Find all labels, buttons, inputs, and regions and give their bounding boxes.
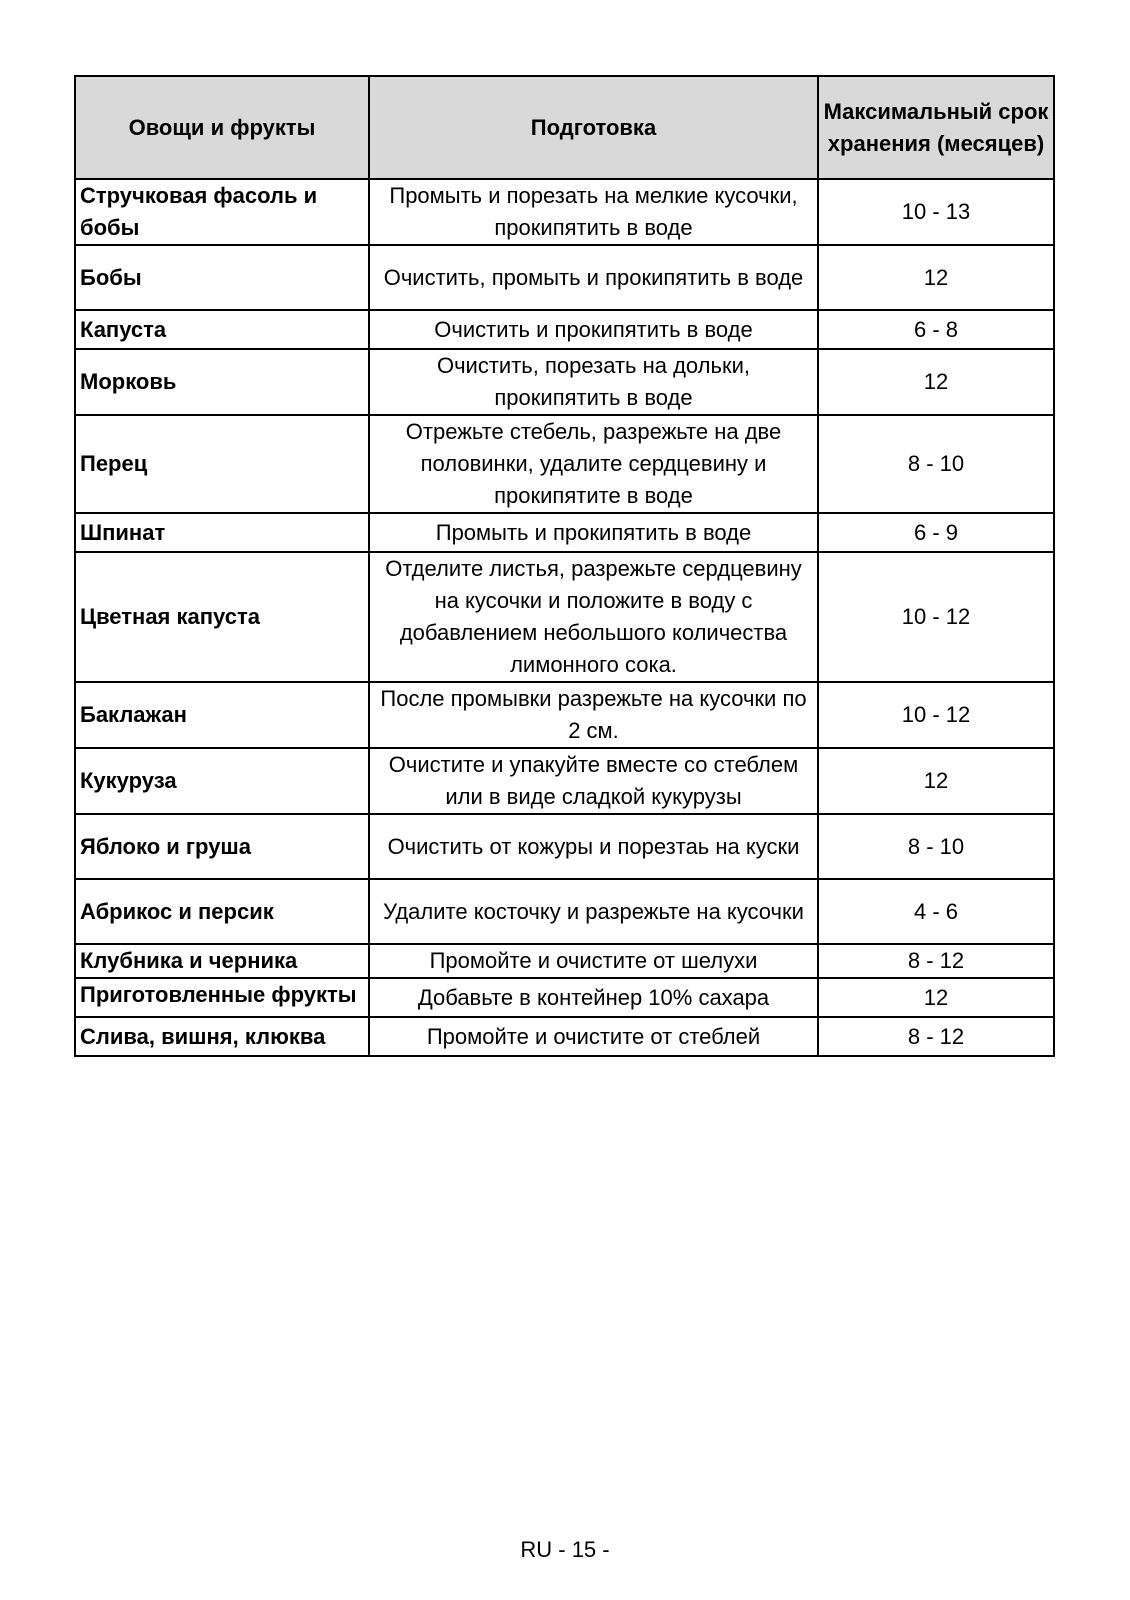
preparation-cell: Промыть и порезать на мелкие кусочки, прокипятить в воде	[369, 179, 818, 245]
storage-months-cell: 10 - 12	[818, 682, 1054, 748]
product-cell: Абрикос и персик	[75, 879, 369, 944]
product-cell	[75, 978, 369, 1017]
preparation-cell: Очистить от кожуры и порезтаь на куски	[369, 814, 818, 879]
preparation-cell: Очистить, промыть и прокипятить в воде	[369, 245, 818, 310]
header-preparation: Подготовка	[369, 76, 818, 179]
preparation-cell: Промойте и очистите от шелухи	[369, 944, 818, 978]
product-cell: Капуста	[75, 310, 369, 349]
storage-months-cell: 10 - 13	[818, 179, 1054, 245]
product-cell: Слива, вишня, клюква	[75, 1017, 369, 1056]
storage-months-cell: 12	[818, 245, 1054, 310]
product-cell: Стручковая фасоль и бобы	[75, 179, 369, 245]
storage-months-cell: 12	[818, 748, 1054, 814]
table-row	[75, 179, 1054, 245]
product-cell: Морковь	[75, 349, 369, 415]
table-row	[75, 879, 1054, 944]
table-row	[75, 552, 1054, 682]
table-row	[75, 944, 1054, 978]
product-cell: Шпинат	[75, 513, 369, 552]
storage-months-cell: 8 - 12	[818, 1017, 1054, 1056]
table-row	[75, 978, 1054, 1017]
storage-months-cell: 10 - 12	[818, 552, 1054, 682]
table-row	[75, 310, 1054, 349]
storage-months-cell: 8 - 10	[818, 415, 1054, 513]
table-row	[75, 1017, 1054, 1056]
table-row	[75, 748, 1054, 814]
preparation-cell: Отделите листья, разрежьте сердцевину на кусочки и положите в воду с добавлением небольшого количества лимонного сока.	[369, 552, 818, 682]
storage-months-cell: 12	[818, 349, 1054, 415]
storage-months-cell: 12	[818, 978, 1054, 1017]
preparation-cell: Очистить и прокипятить в воде	[369, 310, 818, 349]
preparation-cell: Промойте и очистите от стеблей	[369, 1017, 818, 1056]
product-cell: Бобы	[75, 245, 369, 310]
table-body	[75, 179, 1054, 1056]
storage-months-cell: 6 - 9	[818, 513, 1054, 552]
table-header-row	[75, 76, 1054, 179]
product-cell: Кукуруза	[75, 748, 369, 814]
header-product: Овощи и фрукты	[75, 76, 369, 179]
table-row	[75, 349, 1054, 415]
table-row	[75, 513, 1054, 552]
preparation-cell: Промыть и прокипятить в воде	[369, 513, 818, 552]
preparation-cell: Отрежьте стебель, разрежьте на две половинки, удалите сердцевину и прокипятите в воде	[369, 415, 818, 513]
table-row	[75, 682, 1054, 748]
table-row	[75, 415, 1054, 513]
preparation-cell: Очистить, порезать на дольки, прокипятить в воде	[369, 349, 818, 415]
storage-table	[74, 75, 1055, 1057]
product-cell: Перец	[75, 415, 369, 513]
storage-months-cell: 6 - 8	[818, 310, 1054, 349]
page-number: RU - 15 -	[520, 1537, 610, 1562]
storage-months-cell: 8 - 10	[818, 814, 1054, 879]
storage-months-cell: 8 - 12	[818, 944, 1054, 978]
preparation-cell: После промывки разрежьте на кусочки по 2 см.	[369, 682, 818, 748]
product-cell: Баклажан	[75, 682, 369, 748]
header-max-storage: Максимальный срок хранения (месяцев)	[818, 76, 1054, 179]
product-cell: Цветная капуста	[75, 552, 369, 682]
preparation-cell: Удалите косточку и разрежьте на кусочки	[369, 879, 818, 944]
preparation-cell: Добавьте в контейнер 10% сахара	[369, 978, 818, 1017]
product-cell-text: Приготовленные фрукты	[80, 981, 357, 1007]
storage-months-cell: 4 - 6	[818, 879, 1054, 944]
table-row	[75, 245, 1054, 310]
table-row	[75, 814, 1054, 879]
preparation-cell: Очистите и упакуйте вместе со стеблем или в виде сладкой кукурузы	[369, 748, 818, 814]
product-cell: Клубника и черника	[75, 944, 369, 978]
product-cell: Яблоко и груша	[75, 814, 369, 879]
